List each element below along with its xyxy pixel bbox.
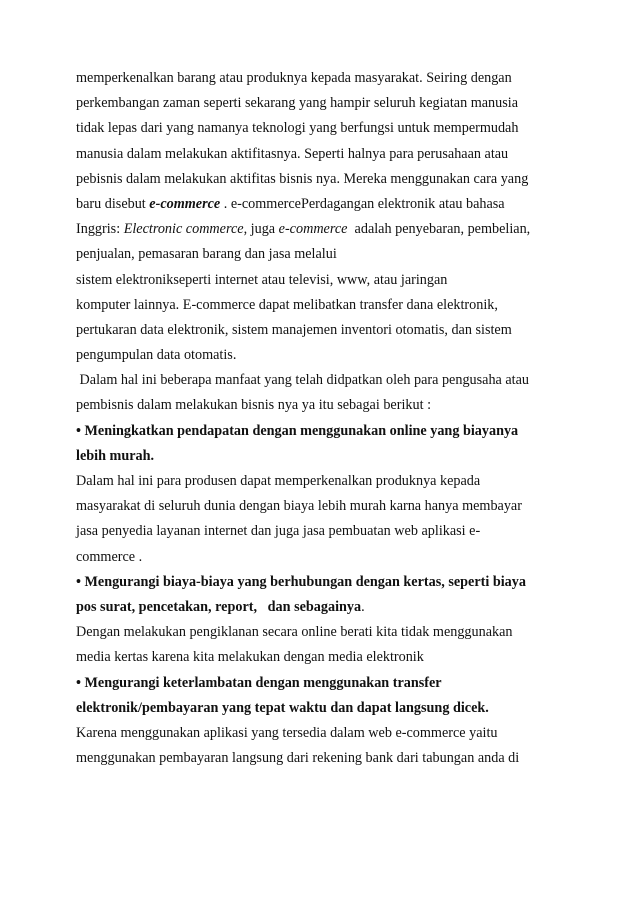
text-segment: Electronic commerce — [123, 221, 244, 238]
text-segment: • Mengurangi biaya-biaya yang berhubungan dengan kertas, seperti biaya — [76, 573, 526, 590]
text-line — [76, 570, 556, 595]
text-segment: commerce . — [76, 548, 143, 565]
text-segment: lebih murah. — [76, 447, 155, 464]
text-line — [76, 444, 556, 469]
text-segment: penjualan, pemasaran barang dan jasa melalui — [76, 246, 337, 263]
text-segment: , juga — [243, 221, 279, 238]
text-segment: elektronik/pembayaran yang tepat waktu dan dapat langsung dicek. — [76, 699, 489, 716]
text-segment: jasa penyedia layanan internet dan juga jasa pembuatan web aplikasi e- — [76, 523, 481, 540]
text-segment: e-commerce — [149, 195, 221, 212]
text-line — [76, 142, 556, 167]
text-line — [76, 494, 556, 519]
text-line — [76, 545, 556, 570]
text-segment: Dengan melakukan pengiklanan secara online berati kita tidak menggunakan — [76, 624, 513, 641]
text-segment: pos surat, pencetakan, report, dan sebagainya — [76, 598, 362, 615]
text-line — [76, 469, 556, 494]
text-segment: komputer lainnya. E-commerce dapat melibatkan transfer dana elektronik, — [76, 296, 498, 313]
text-segment: e-commerce — [278, 221, 348, 238]
text-segment: pembisnis dalam melakukan bisnis nya ya itu sebagai berikut : — [76, 397, 432, 414]
text-line — [76, 721, 556, 746]
text-segment: pebisnis dalam melakukan aktifitas bisnis nya. Mereka menggunakan cara yang — [76, 170, 529, 187]
text-line — [76, 620, 556, 645]
text-segment: Dalam hal ini para produsen dapat memperkenalkan produknya kepada — [76, 473, 481, 489]
text-segment: adalah penyebaran, pembelian, — [347, 221, 531, 238]
text-line — [76, 217, 556, 242]
text-line — [76, 393, 556, 418]
text-segment: manusia dalam melakukan aktifitasnya. Seperti halnya para perusahaan atau — [76, 145, 509, 162]
text-line — [76, 91, 556, 116]
text-line — [76, 746, 556, 771]
text-line — [76, 242, 556, 267]
text-line — [76, 318, 556, 343]
text-line — [76, 519, 556, 544]
text-segment: Inggris: — [76, 221, 124, 238]
text-line — [76, 116, 556, 141]
text-segment: memperkenalkan barang atau produknya kepada masyarakat. Seiring dengan — [76, 70, 512, 86]
text-segment: masyarakat di seluruh dunia dengan biaya lebih murah karna hanya membayar — [76, 498, 522, 515]
text-line — [76, 192, 556, 217]
text-segment: menggunakan pembayaran langsung dari rekening bank dari tabungan anda di — [76, 750, 520, 767]
text-line — [76, 167, 556, 192]
text-segment: perkembangan zaman seperti sekarang yang hampir seluruh kegiatan manusia — [76, 95, 519, 112]
text-segment: • Mengurangi keterlambatan dengan menggunakan transfer — [76, 674, 442, 691]
text-segment: media kertas karena kita melakukan dengan media elektronik — [76, 649, 424, 666]
text-segment: . e-commercePerdagangan elektronik atau bahasa — [220, 195, 505, 212]
text-segment: pertukaran data elektronik, sistem manajemen inventori otomatis, dan sistem — [76, 321, 512, 338]
text-line — [76, 419, 556, 444]
text-line — [76, 368, 556, 393]
text-segment: Karena menggunakan aplikasi yang tersedia dalam web e-commerce yaitu — [76, 724, 498, 741]
text-line — [76, 645, 556, 670]
text-segment: baru disebut — [76, 195, 150, 212]
text-segment: • Meningkatkan pendapatan dengan menggunakan online yang biayanya — [76, 422, 519, 439]
text-segment: sistem elektronikseperti internet atau televisi, www, atau jaringan — [76, 271, 448, 288]
text-line — [76, 268, 556, 293]
text-line — [76, 671, 556, 696]
text-line — [76, 696, 556, 721]
document-body-text — [76, 66, 556, 771]
text-segment: Dalam hal ini beberapa manfaat yang telah didpatkan oleh para pengusaha atau — [76, 372, 530, 389]
text-segment: tidak lepas dari yang namanya teknologi yang berfungsi untuk mempermudah — [76, 120, 519, 137]
text-segment: . — [361, 598, 365, 615]
text-line — [76, 293, 556, 318]
text-line — [76, 66, 556, 91]
text-segment: pengumpulan data otomatis. — [76, 347, 237, 364]
text-line — [76, 595, 556, 620]
text-line — [76, 343, 556, 368]
